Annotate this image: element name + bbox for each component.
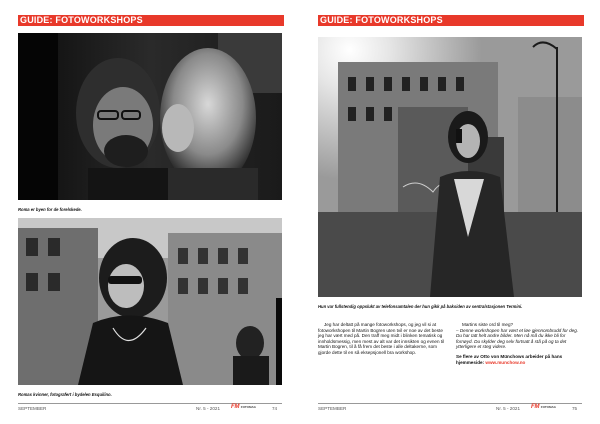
left-caption-bottom: Romas kvinner, fotografert i bydelen Esquilino.	[18, 392, 112, 397]
right-footer-page-number: 75	[572, 406, 578, 411]
homepage-link[interactable]: www.munchow.no	[485, 359, 526, 365]
left-logo-mark: FM	[231, 404, 240, 410]
left-photo-couple	[18, 33, 282, 200]
right-body-column-1	[318, 322, 446, 356]
right-section-header	[318, 15, 584, 26]
right-footer-issue: Nr. 5 - 2021	[496, 406, 521, 411]
left-footer-issue: Nr. 5 - 2021	[196, 406, 221, 411]
left-footer-month: SEPTEMBER	[18, 406, 47, 411]
right-body-column-2	[456, 322, 582, 365]
right-logo-sub: FOTOMAG	[540, 405, 557, 409]
right-footer-logo	[531, 404, 556, 410]
left-logo-sub: FOTOMAG	[240, 405, 257, 409]
left-caption-top: Roma er byen for de forelskede.	[18, 207, 82, 212]
left-section-header	[18, 15, 284, 26]
left-header-label: GUIDE: FOTOWORKSHOPS	[20, 15, 143, 25]
more-work-label: Se flere av Otto von Münchows arbeider på hans hjemmeside:	[456, 353, 563, 365]
body-question: Martins siste ord til meg?	[462, 322, 514, 327]
right-footer-month: SEPTEMBER	[318, 406, 347, 411]
right-header-label: GUIDE: FOTOWORKSHOPS	[320, 15, 443, 25]
right-photo-caption: Hun var fullstendig oppslukt av telefonsamtalen der hun gikk på baksiden av sentralstasjonen Termini.	[318, 304, 523, 309]
more-work-line	[456, 354, 582, 365]
body-paragraph-1: Jeg har deltatt på mange fotoworkshops, og jeg vil si at fotoworkshopen til Martin Bogren uten tvil er noe av det beste jeg har vært med på. Den traff meg midt i blinken tematisk og innholdsmessig, men mest av alt var det innsikten og evnen til Martin Bogren, til å få frem det beste i alle deltakerne, som gjorde dette til en så eksepsjonell bra workshop.	[318, 322, 445, 355]
left-photo-woman-street	[18, 218, 282, 385]
body-quote: – Denne workshopen har vært et løe gjennombrudd for deg. Du har tatt helt andre bilder. Men nå må du ikke bli for fornøyd. Du skylder deg selv fortsatt å stå på og ta det ytterligere et steg videre.	[456, 327, 579, 350]
right-logo-mark: FM	[531, 404, 540, 410]
left-footer-page-number: 74	[272, 406, 278, 411]
left-footer-logo	[231, 404, 256, 410]
right-photo-phone-woman	[318, 37, 582, 297]
